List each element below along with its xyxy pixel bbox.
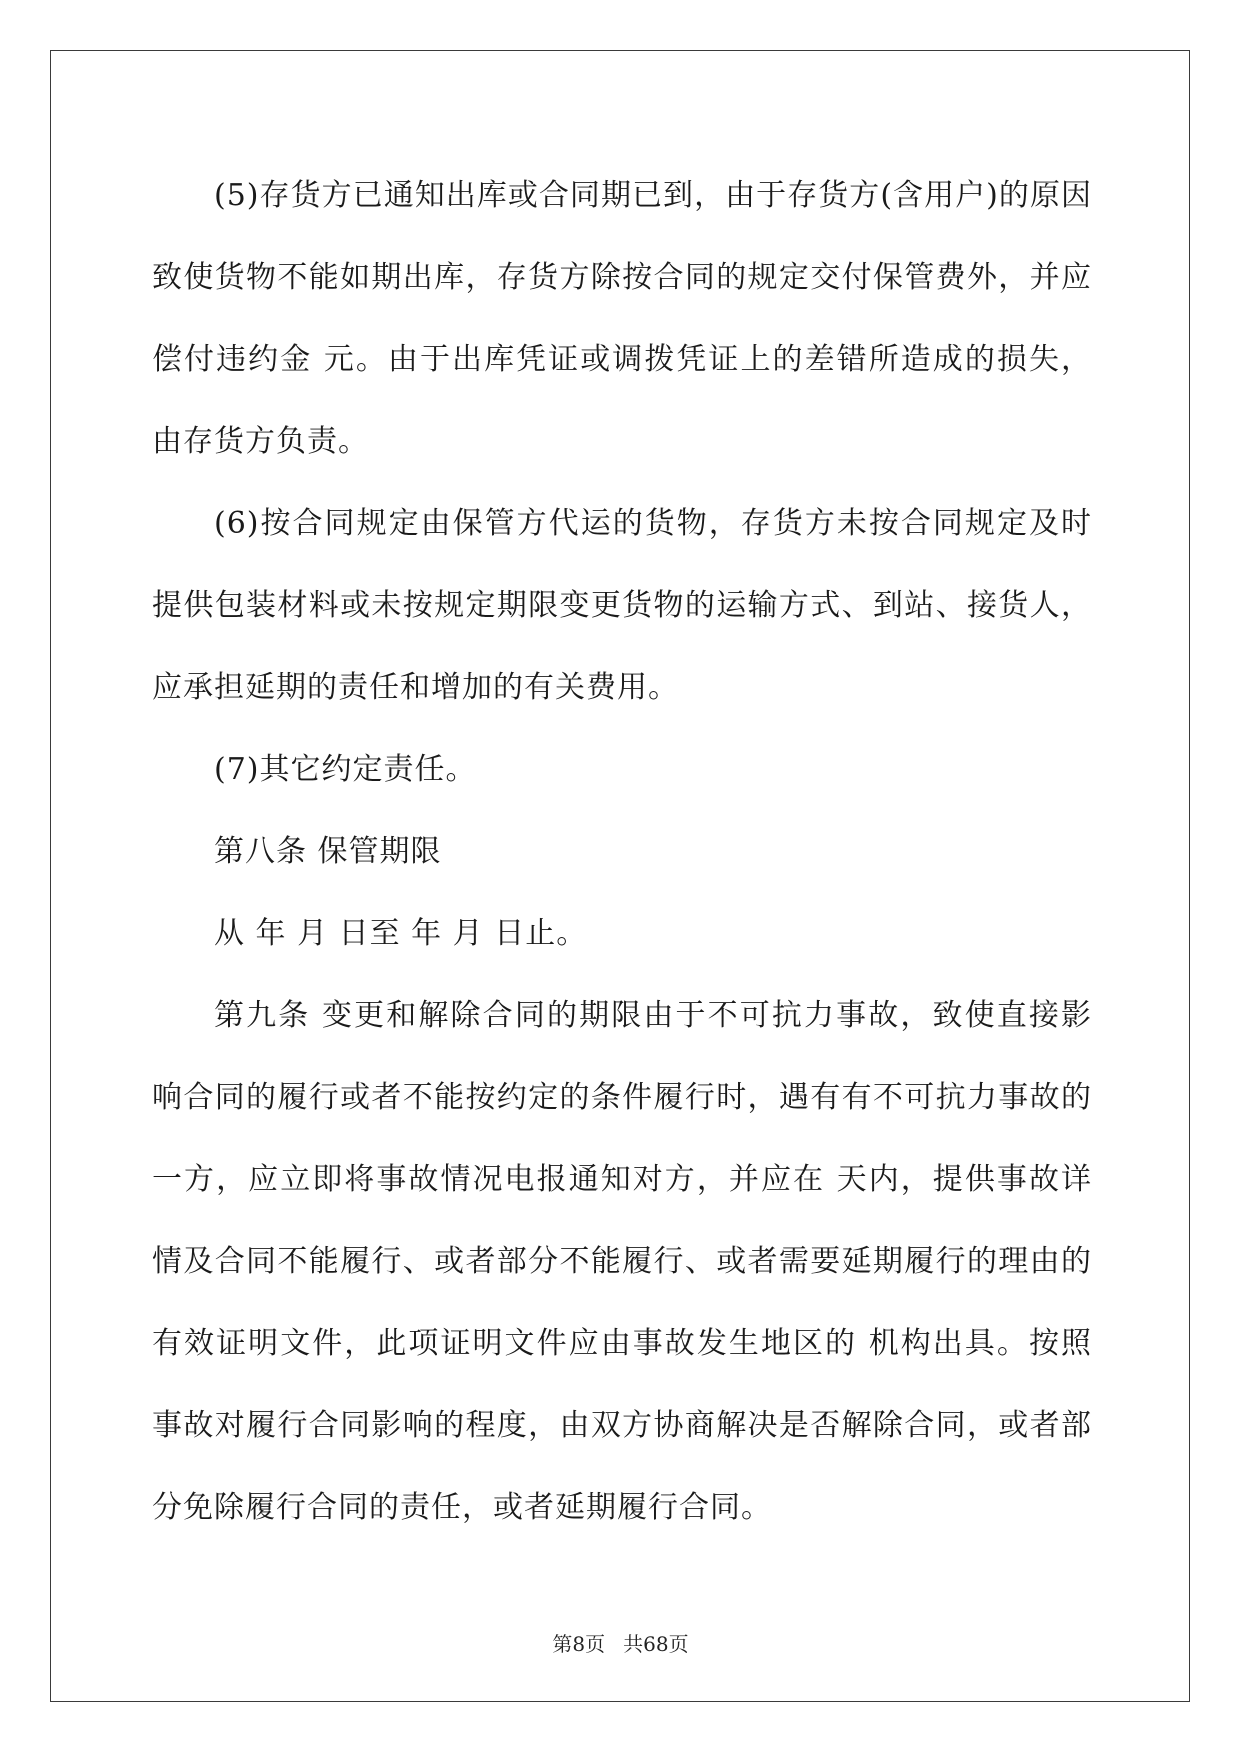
paragraph-clause-6: (6)按合同规定由保管方代运的货物，存货方未按合同规定及时提供包装材料或未按规定期限变更货物的运输方式、到站、接货人，应承担延期的责任和增加的有关费用。	[152, 506, 1092, 705]
total-pages: 共68页	[623, 1632, 689, 1656]
article-9-paragraph: 第九条 变更和解除合同的期限由于不可抗力事故，致使直接影响合同的履行或者不能按约定的条件履行时，遇有有不可抗力事故的一方，应立即将事故情况电报通知对方，并应在 天内，提供事故详情及合同不能履行、或者部分不能履行、或者需要延期履行的理由的有效证明文件，此项证明文件应由事故发生地区的 机构出具。按照事故对履行合同影响的程度，由双方协商解决是否解除合同，或者部分免除履行合同的责任，或者延期履行合同。	[152, 998, 1092, 1525]
storage-period-line: 从 年 月 日至 年 月 日止。	[214, 916, 588, 951]
article-8-heading: 第八条 保管期限	[214, 834, 442, 869]
document-body	[152, 155, 1092, 1549]
paragraph-clause-5: (5)存货方已通知出库或合同期已到，由于存货方(含用户)的原因致使货物不能如期出库，存货方除按合同的规定交付保管费外，并应偿付违约金 元。由于出库凭证或调拨凭证上的差错所造成的损失，由存货方负责。	[152, 178, 1092, 459]
paragraph-clause-7: (7)其它约定责任。	[214, 752, 477, 787]
page-number: 第8页	[552, 1632, 606, 1656]
page-footer	[0, 1628, 1241, 1657]
